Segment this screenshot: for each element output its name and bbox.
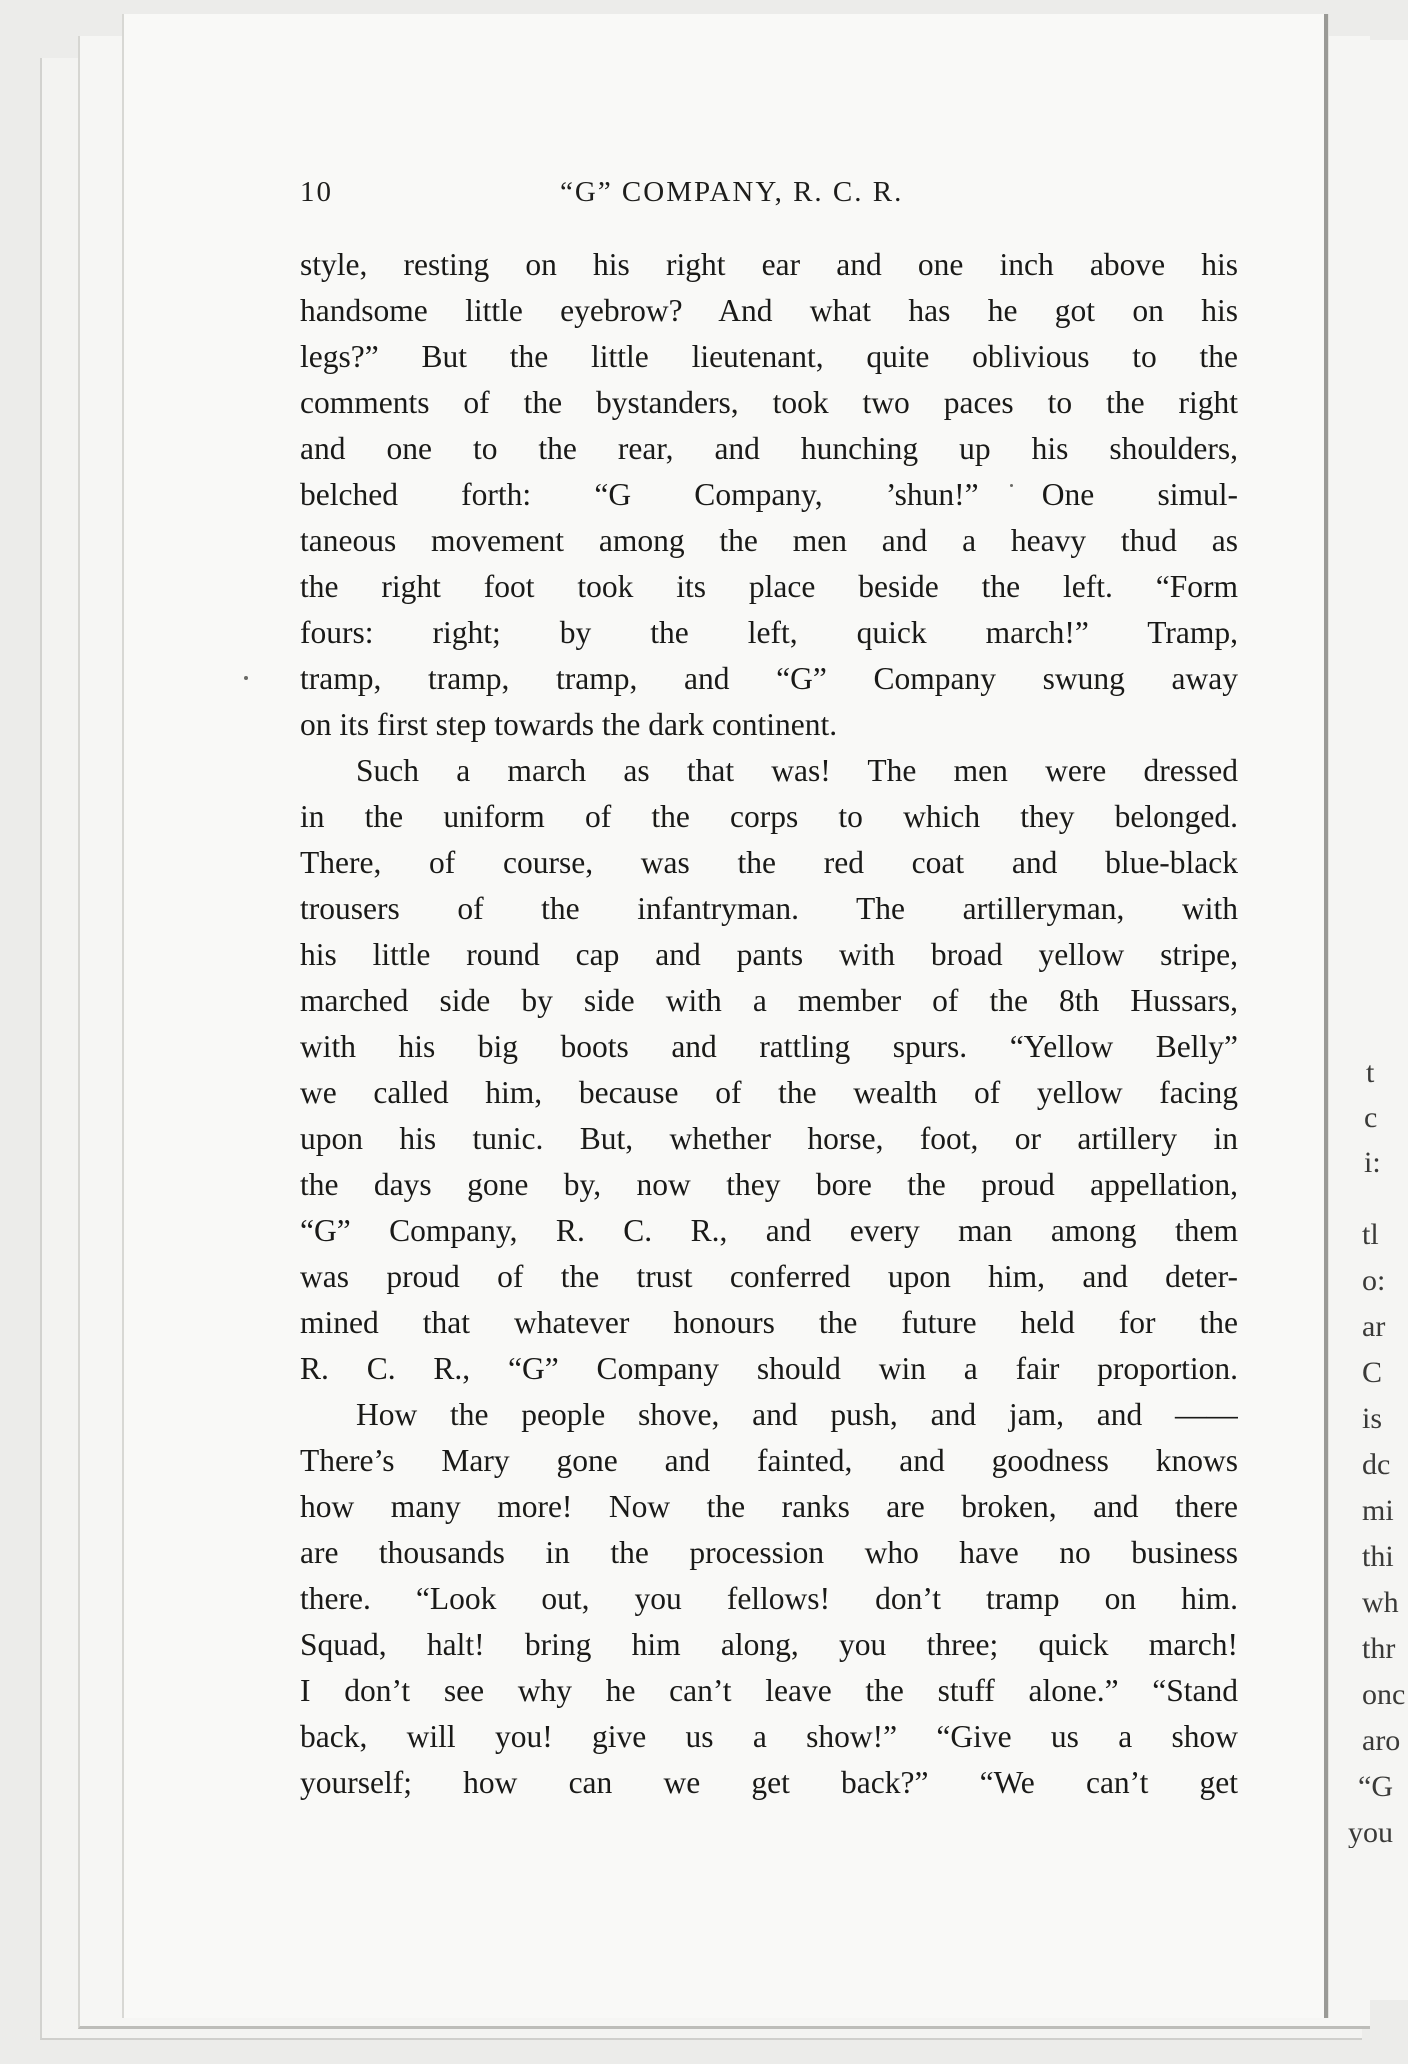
text-line: upon his tunic. But, whether horse, foot, or artillery in	[300, 1121, 1238, 1156]
adjacent-page-fragment: “G	[1358, 1772, 1393, 1802]
adjacent-page-fragment: aro	[1362, 1726, 1401, 1756]
body-text	[300, 242, 1238, 1806]
paper-speck	[244, 676, 248, 680]
running-title: “G” COMPANY, R. C. R.	[560, 176, 904, 208]
adjacent-page-fragment: mi	[1362, 1496, 1394, 1526]
text-line: I don’t see why he can’t leave the stuff alone.” “Stand	[300, 1673, 1238, 1708]
text-line: how many more! Now the ranks are broken, and there	[300, 1489, 1238, 1524]
text-line: are thousands in the procession who have no business	[300, 1535, 1238, 1570]
text-line: taneous movement among the men and a heavy thud as	[300, 523, 1238, 558]
text-line: the right foot took its place beside the left. “Form	[300, 569, 1238, 604]
adjacent-page-edge	[1322, 40, 1408, 2000]
text-line: There, of course, was the red coat and blue-black	[300, 845, 1238, 880]
text-line: the days gone by, now they bore the proud appellation,	[300, 1167, 1238, 1202]
adjacent-page-fragment: C	[1362, 1358, 1383, 1388]
text-line: legs?” But the little lieutenant, quite oblivious to the	[300, 339, 1238, 374]
text-line: with his big boots and rattling spurs. “Yellow Belly”	[300, 1029, 1238, 1064]
adjacent-page-fragment: t	[1366, 1058, 1375, 1088]
text-line: yourself; how can we get back?” “We can’t get	[300, 1765, 1238, 1800]
text-line: There’s Mary gone and fainted, and goodness knows	[300, 1443, 1238, 1478]
adjacent-page-fragment: o:	[1362, 1266, 1386, 1296]
page-header	[300, 176, 1000, 216]
text-line: we called him, because of the wealth of yellow facing	[300, 1075, 1238, 1110]
adjacent-page-fragment: wh	[1362, 1588, 1399, 1618]
text-line: style, resting on his right ear and one inch above his	[300, 247, 1238, 282]
text-line: marched side by side with a member of the 8th Hussars,	[300, 983, 1238, 1018]
text-line: on its first step towards the dark continent.	[300, 707, 838, 742]
text-line: his little round cap and pants with broad yellow stripe,	[300, 937, 1238, 972]
text-line: and one to the rear, and hunching up his shoulders,	[300, 431, 1238, 466]
text-line: Squad, halt! bring him along, you three; quick march!	[300, 1627, 1238, 1662]
adjacent-page-fragment: tl	[1362, 1220, 1379, 1250]
text-line: “G” Company, R. C. R., and every man among them	[300, 1213, 1238, 1248]
text-line: fours: right; by the left, quick march!” Tramp,	[300, 615, 1238, 650]
text-line: R. C. R., “G” Company should win a fair proportion.	[300, 1351, 1238, 1386]
text-line: there. “Look out, you fellows! don’t tramp on him.	[300, 1581, 1238, 1616]
text-line: handsome little eyebrow? And what has he got on his	[300, 293, 1238, 328]
adjacent-page-fragment: i:	[1364, 1148, 1381, 1178]
adjacent-page-fragment: onc	[1362, 1680, 1406, 1710]
adjacent-page-fragment: is	[1362, 1404, 1383, 1434]
text-line: mined that whatever honours the future held for the	[300, 1305, 1238, 1340]
adjacent-page-fragment: you	[1348, 1818, 1393, 1848]
adjacent-page-fragment: dc	[1362, 1450, 1391, 1480]
text-line: trousers of the infantryman. The artilleryman, with	[300, 891, 1238, 926]
text-line: was proud of the trust conferred upon him, and deter-	[300, 1259, 1238, 1294]
text-line: back, will you! give us a show!” “Give us a show	[300, 1719, 1238, 1754]
text-line: Such a march as that was! The men were dressed	[356, 753, 1238, 788]
text-line: comments of the bystanders, took two paces to the right	[300, 385, 1238, 420]
adjacent-page-fragment: thi	[1362, 1542, 1394, 1572]
adjacent-page-fragment: thr	[1362, 1634, 1396, 1664]
text-line: belched forth: “G Company, ’shun!” One simul-	[300, 477, 1238, 512]
page-number: 10	[300, 176, 333, 208]
adjacent-page-fragment: ar	[1362, 1312, 1386, 1342]
text-line: in the uniform of the corps to which they belonged.	[300, 799, 1238, 834]
text-line: tramp, tramp, tramp, and “G” Company swung away	[300, 661, 1238, 696]
text-line: How the people shove, and push, and jam, and ——	[356, 1397, 1238, 1432]
adjacent-page-fragment: c	[1364, 1103, 1378, 1133]
